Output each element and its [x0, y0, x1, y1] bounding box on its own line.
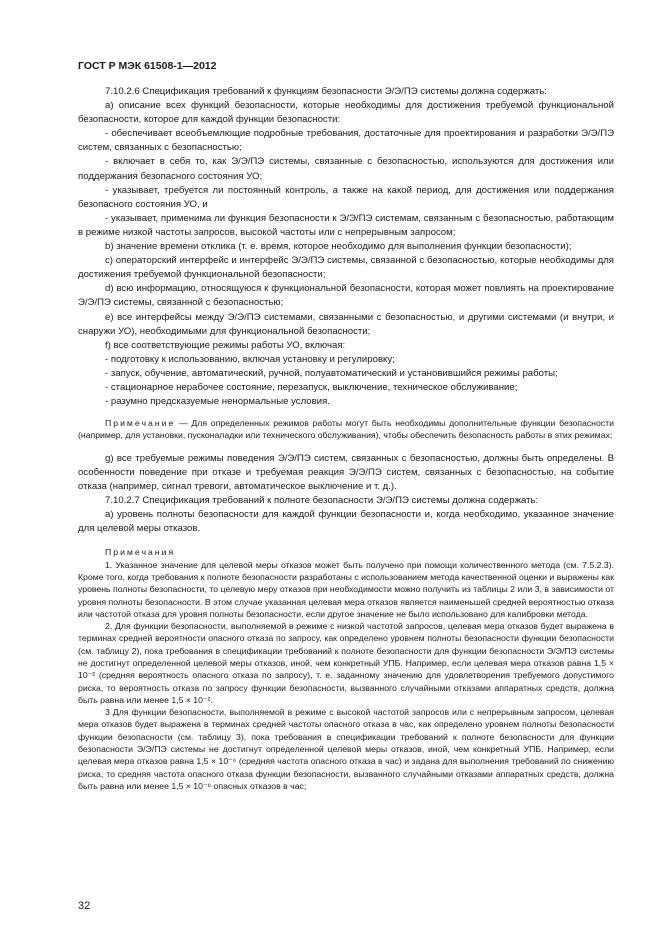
document-body — [78, 85, 614, 792]
paragraph: - указывает, требуется ли постоянный контроль, а также на какой период, для достижения или поддержания безопасного состояния УО, и — [78, 184, 614, 210]
paragraph: e) все интерфейсы между Э/Э/ПЭ системами, связанными с безопасностью, и другими системами (и внутри, и снаружи УО), необходимыми для функциональной безопасности; — [78, 311, 614, 337]
paragraph: a) уровень полноты безопасности для каждой функции безопасности и, когда необходимо, указанное значение для целевой меры отказов. — [78, 509, 614, 535]
paragraph: b) значение времени отклика (т. е. время, которое необходимо для выполнения функции безопасности); — [105, 241, 572, 253]
page-number: 32 — [78, 900, 91, 912]
paragraph: - разумно предсказуемые ненормальные условия. — [105, 396, 330, 408]
note-block — [78, 417, 614, 442]
paragraph: f) все соответствующие режимы работы УО, включая: — [105, 339, 346, 351]
notes-title: Примечания — [105, 547, 176, 558]
paragraph: c) операторский интерфейс и интерфейс Э/Э/ПЭ системы, связанной с безопасностью, которые необходимы для достижения требуемой функциональной безопасности; — [78, 255, 614, 281]
note-paragraph — [78, 417, 614, 442]
document-header: ГОСТ Р МЭК 61508-1—2012 — [78, 60, 217, 72]
paragraph: g) все требуемые режимы поведения Э/Э/ПЭ систем, связанных с безопасностью, должны быть определены. В особенности поведение при отказе и требуемая реакция Э/Э/ПЭ систем, связанных с безопасностью, на событие отказа (например, сигнал тревоги, автоматическое выключение и т. д.). — [78, 452, 614, 492]
note-item: 3 Для функции безопасности, выполняемой в режиме с высокой частотой запросов или с непрерывным запросом, целевая мера отказов будет выражена в терминах средней частоты опасного отказа в час, как определено уровнем полноты безопасности функции безопасности (см. таблицу 3), пока требования в спецификации требований к полноте безопасности для функции безопасности Э/Э/ПЭ системы не достигнут определенной целевой меры отказов, иной, чем конкретный УПБ. Например, если целевая мера отказов равна 1,5 × 10⁻⁶ (средняя частота опасного отказа в час) и задана для выполнения требований по снижению риска, то средняя частота опасного отказа функции безопасности, вызванного случайными отказами аппаратных средств, должна быть равна или менее 1,5 × 10⁻⁶ опасных отказов в час; — [78, 707, 614, 791]
paragraph: a) описание всех функций безопасности, которые необходимы для достижения требуемой функциональной безопасности, которое для каждой функции безопасности: — [78, 100, 614, 126]
paragraph: 7.10.2.6 Спецификация требований к функциям безопасности Э/Э/ПЭ системы должна содержать: — [105, 86, 547, 97]
note-item: 1. Указанное значение для целевой меры отказов может быть получено при помощи количественного метода (см. 7.5.2.3). Кроме того, когда требования к полноте безопасности разработаны с использованием метода качественной оценки и выражены как уровень полноты безопасности, то целевую меру отказов при необходимости можно получить из таблицы 2 или 3, в зависимости от уровня полноты безопасности. В этом случае указанная целевая мера отказов является наименьшей средней вероятностью отказа или частотой отказа для уровня полноты безопасности, если другое значение не было использовано для калибровки метода. — [78, 559, 614, 619]
paragraph: - включает в себя то, как Э/Э/ПЭ системы, связанные с безопасностью, используются для достижения или поддержания безопасного состояния УО; — [78, 156, 614, 182]
paragraph: - стационарное нерабочее состояние, перезапуск, выключение, техническое обслуживание; — [105, 381, 518, 393]
paragraph: 7.10.2.7 Спецификация требований к полноте безопасности Э/Э/ПЭ системы должна содержать: — [105, 495, 539, 507]
note-text: — Для определенных режимов работы могут быть необходимы дополнительные функции безопасности (например, для установки, пусконаладки или технического обслуживания), чтобы обеспечить безопасность работы в этих режимах; — [78, 418, 614, 441]
note-label: Примечание — [105, 418, 176, 429]
note-item: 2. Для функции безопасности, выполняемой в режиме с низкой частотой запросов, целевая мера отказов будет выражена в терминах средней вероятности опасного отказа по запросу, как определено уровнем полноты безопасности функции безопасности (см. таблицу 2), пока требования в спецификации требований к полноте безопасности для функции безопасности Э/Э/ПЭ системы не достигнут определенной целевой меры отказов, иной, чем конкретный УПБ. Например, если целевая мера отказов равна 1,5 × 10⁻² (средняя вероятность опасного отказа по запросу), т. е. заданному значению для удовлетворения требуемого допустимого риска, то вероятность отказа по запросу функции безопасности, вызванного случайными отказами аппаратных средств, должна быть равна или менее 1,5 × 10⁻². — [78, 621, 614, 705]
notes-list — [78, 559, 614, 793]
paragraph: - обеспечивает всеобъемлющие подробные требования, достаточные для проектирования и разработки Э/Э/ПЭ систем, связанных с безопасностью; — [78, 128, 614, 154]
paragraph: - запуск, обучение, автоматический, ручной, полуавтоматический и установившийся режимы работы; — [105, 367, 558, 379]
paragraph: - подготовку к использованию, включая установку и регулировку; — [105, 353, 395, 365]
paragraph: d) всю информацию, относящуюся к функциональной безопасности, которая может повлиять на проектирование Э/Э/ПЭ системы, связанной с безопасностью; — [78, 283, 614, 309]
paragraph: - указывает, применима ли функция безопасности к Э/Э/ПЭ системам, связанным с безопасностью, работающим в режиме низкой частоты запросов, высокой частоты или с непрерывным запросом; — [78, 212, 614, 238]
